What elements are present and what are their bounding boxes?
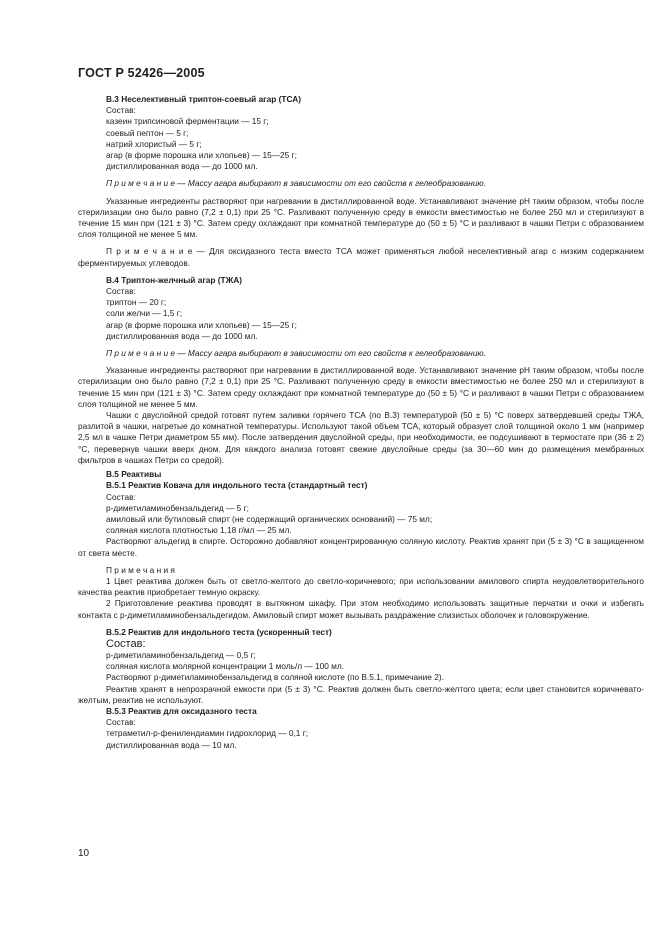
- ingredient-item: триптон — 20 г;: [106, 297, 167, 308]
- notes-label: П р и м е ч а н и я: [106, 564, 175, 575]
- ingredient-item: соли желчи — 1,5 г;: [106, 308, 183, 319]
- ingredient-item: дистиллированная вода — до 1000 мл.: [106, 330, 258, 341]
- ingredient-item: р-диметиламинобензальдегид — 5 г;: [106, 502, 249, 513]
- composition-label: Состав:: [106, 105, 136, 116]
- ingredient-item: р-диметиламинобензальдегид — 0,5 г;: [106, 649, 256, 660]
- note-paragraph: П р и м е ч а н и е — Для оксидазного теста вместо ТСА может применяться любой неселективный агар с низким содержанием ферментируемых углеводов.: [78, 246, 644, 268]
- ingredient-item: казеин трипсиновой ферментации — 15 г;: [106, 116, 269, 127]
- body-paragraph: Указанные ингредиенты растворяют при нагревании в дистиллированной воде. Устанавливают значение pH таким образом, чтобы после стерилизации оно было равно (7,2 ± 0,1) при 25 °C. Разливают полученную среду в емкости вместимостью не более 250 мл и стерилизуют в течение 15 мин при (121 ± 3) °C. Затем среду охлаждают при комнатной температуре до (50 ± 5) °C и разливают в чашки Петри с образованием слоя толщиной не менее 5 мм.: [78, 365, 644, 409]
- body-paragraph: Указанные ингредиенты растворяют при нагревании в дистиллированной воде. Устанавливают значение pH таким образом, чтобы после стерилизации оно было равно (7,2 ± 0,1) при 25 °C. Разливают полученную среду в емкости вместимостью не более 250 мл и стерилизуют в течение 15 мин при (121 ± 3) °C. Затем среду охлаждают при комнатной температуре до (50 ± 5) °C и разливают в чашки Петри с образованием слоя толщиной не менее 5 мм.: [78, 195, 644, 240]
- composition-label: Состав:: [106, 286, 136, 297]
- ingredient-item: агар (в форме порошка или хлопьев) — 15—25 г;: [106, 150, 297, 161]
- composition-label: Состав:: [106, 717, 136, 728]
- ingredient-item: дистиллированная вода — 10 мл.: [106, 739, 237, 750]
- body-paragraph: Чашки с двуслойной средой готовят путем заливки горячего ТСА (по В.3) температурой (50 ± 5) °C поверх затвердевшей среды ТЖА, разлитой в чашки, нагретые до комнатной температуры. Используют такой объем ТСА, который образует слой толщиной около 1 мм (например 2,5 мл в чашке Петри диаметром 55 мм). После затвердения двуслойной среды, при необходимости, ее подсушивают в термостате при (36 ± 2) °C, перевернув чашки вверх дном. Для каждого анализа готовят свежие двуслойные среды (за 30—60 мин до размещения мембранных фильтров в чашках Петри со средой).: [78, 410, 644, 465]
- ingredient-item: соляная кислота плотностью 1,18 г/мл — 25 мл.: [106, 525, 292, 536]
- ingredient-item: соевый пептон — 5 г;: [106, 127, 189, 138]
- note-paragraph: П р и м е ч а н и е — Массу агара выбирают в зависимости от его свойств к гелеобразованию.: [106, 178, 486, 189]
- document-header: ГОСТ Р 52426—2005: [78, 66, 205, 80]
- body-paragraph: Растворяют альдегид в спирте. Осторожно добавляют концентрированную соляную кислоту. Реактив хранят при (5 ± 3) °C в защищенном от света месте.: [78, 536, 644, 558]
- section-heading-b4: B.4 Триптон-желчный агар (ТЖА): [106, 274, 243, 285]
- section-heading-b53: B.5.3 Реактив для оксидазного теста: [106, 705, 257, 716]
- note-paragraph: 2 Приготовление реактива проводят в вытяжном шкафу. При этом необходимо использовать защитные перчатки и очки и избегать контакта с р-диметиламинобензальдегидом. Амиловый спирт может вызывать раздражение слизистых оболочек и головокружение.: [78, 598, 644, 620]
- ingredient-item: тетраметил-р-фенилендиамин гидрохлорид — 0,1 г;: [106, 728, 309, 739]
- composition-label: Состав:: [106, 491, 136, 502]
- ingredient-item: соляная кислота молярной концентрации 1 моль/л — 100 мл.: [106, 661, 345, 672]
- section-heading-b3: B.3 Неселективный триптон-соевый агар (ТСА): [106, 94, 301, 104]
- ingredient-item: дистиллированная вода — до 1000 мл.: [106, 161, 258, 172]
- ingredient-item: амиловый или бутиловый спирт (не содержащий органических оснований) — 75 мл;: [106, 513, 433, 524]
- ingredient-item: натрий хлористый — 5 г;: [106, 138, 202, 149]
- page-number: 10: [78, 848, 90, 859]
- body-paragraph: Растворяют р-диметиламинобензальдегид в соляной кислоте (по В.5.1, примечание 2).: [106, 672, 444, 683]
- composition-label: Состав:: [106, 637, 146, 650]
- section-heading-b5: B.5 Реактивы: [106, 469, 162, 480]
- note-paragraph: 1 Цвет реактива должен быть от светло-желтого до светло-коричневого; при использовании амилового спирта неудовлетворительного качества реактив приобретает темную окраску.: [78, 575, 644, 598]
- section-heading-b52: B.5.2 Реактив для индольного теста (ускоренный тест): [106, 626, 332, 637]
- ingredient-item: агар (в форме порошка или хлопьев) — 15—25 г;: [106, 319, 297, 330]
- section-heading-b51: B.5.1 Реактив Ковача для индольного теста (стандартный тест): [106, 480, 368, 491]
- document-body: [78, 94, 644, 751]
- body-paragraph: Реактив хранят в непрозрачной емкости при (5 ± 3) °C. Реактив должен быть светло-желтого цвета; если цвет становится коричневато-желтым, реактив не используют.: [78, 683, 644, 705]
- note-paragraph: П р и м е ч а н и е — Массу агара выбирают в зависимости от его свойств к гелеобразованию.: [106, 348, 486, 359]
